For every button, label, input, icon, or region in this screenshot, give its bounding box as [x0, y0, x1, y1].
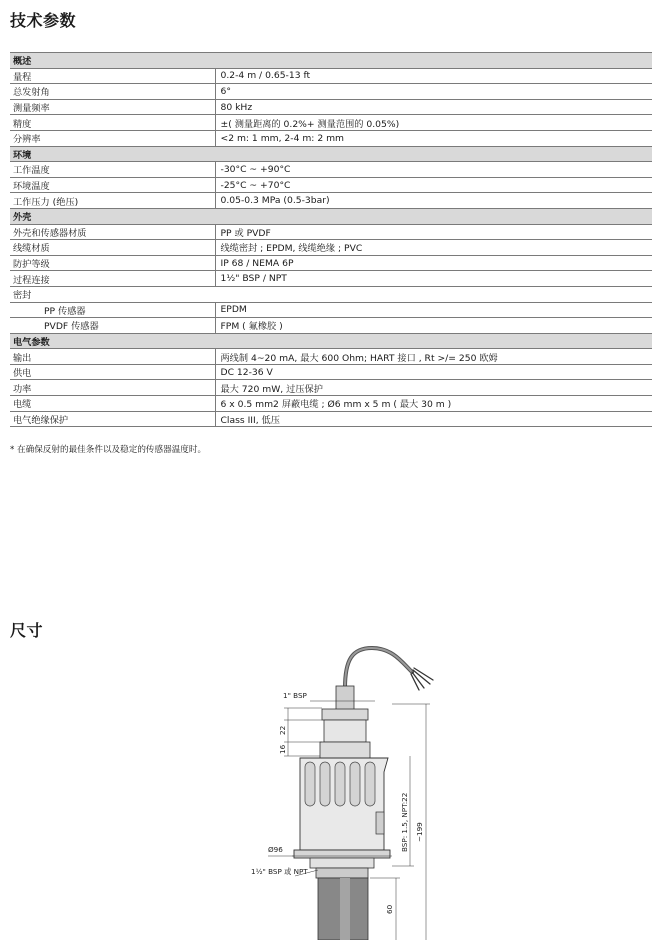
- spec-label: 环境温度: [10, 177, 215, 193]
- spec-row-group: [10, 286, 652, 302]
- spec-label: 总发射角: [10, 84, 215, 100]
- spec-row: [10, 302, 652, 318]
- spec-label: 防护等级: [10, 255, 215, 271]
- flange: [294, 850, 390, 858]
- spec-row: [10, 240, 652, 256]
- section-header: 环境: [10, 146, 652, 162]
- spec-value: 两线制 4~20 mA, 最大 600 Ohm; HART 接口 , Rt >/= 250 欧姆: [215, 349, 652, 365]
- spec-label: 电气绝缘保护: [10, 411, 215, 427]
- sensor-dimension-drawing: [240, 640, 440, 940]
- spec-row: [10, 318, 652, 334]
- spec-value: DC 12-36 V: [215, 364, 652, 380]
- dim-22-label: 22: [278, 725, 287, 735]
- spec-value: [215, 286, 652, 302]
- dim-60-label: 60: [385, 904, 394, 914]
- bottom-thread: [316, 868, 368, 878]
- spec-row: [10, 364, 652, 380]
- spec-label: 分辨率: [10, 130, 215, 146]
- spec-value: ±( 测量距离的 0.2%+ 测量范围的 0.05%): [215, 115, 652, 131]
- section-header: 概述: [10, 53, 652, 69]
- spec-row: [10, 130, 652, 146]
- spec-value: FPM ( 氟橡胶 ): [215, 318, 652, 334]
- spec-value: Class III, 低压: [215, 411, 652, 427]
- transducer-highlight: [340, 878, 350, 940]
- spec-label: 供电: [10, 364, 215, 380]
- spec-value: -25°C ~ +70°C: [215, 177, 652, 193]
- spec-label: 量程: [10, 68, 215, 84]
- section-header: 电气参数: [10, 333, 652, 349]
- dim-199-label: ~199: [415, 822, 424, 842]
- spec-label: 密封: [10, 286, 215, 302]
- side-clip: [376, 812, 384, 834]
- flange-lower: [310, 858, 374, 868]
- spec-row: [10, 349, 652, 365]
- spec-label: 电缆: [10, 396, 215, 412]
- spec-value: 0.2-4 m / 0.65-13 ft: [215, 68, 652, 84]
- spec-label: 工作压力 (绝压): [10, 193, 215, 209]
- spec-label: 工作温度: [10, 162, 215, 178]
- spec-label: 输出: [10, 349, 215, 365]
- spec-label: 测量频率: [10, 99, 215, 115]
- thread-top-label: 1" BSP: [283, 691, 307, 700]
- spec-value: <2 m: 1 mm, 2-4 m: 2 mm: [215, 130, 652, 146]
- spec-label: 功率: [10, 380, 215, 396]
- dim-16-label: 16: [278, 744, 287, 754]
- spec-row: [10, 255, 652, 271]
- spec-row: [10, 271, 652, 287]
- spec-value: -30°C ~ +90°C: [215, 162, 652, 178]
- neck: [324, 720, 366, 742]
- spec-row: [10, 99, 652, 115]
- spec-row: [10, 411, 652, 427]
- spec-row: [10, 68, 652, 84]
- thread-bottom-label: 1½" BSP 或 NPT: [251, 867, 308, 876]
- spec-value: 80 kHz: [215, 99, 652, 115]
- footnote: * 在确保反射的最佳条件以及稳定的传感器温度时。: [10, 445, 207, 455]
- spec-value: EPDM: [215, 302, 652, 318]
- spec-row: [10, 115, 652, 131]
- spec-label: 精度: [10, 115, 215, 131]
- section-title-dimensions: 尺寸: [10, 621, 44, 640]
- spec-label: PVDF 传感器: [10, 318, 215, 334]
- spec-value: 0.05-0.3 MPa (0.5-3bar): [215, 193, 652, 209]
- spec-label: 线缆材质: [10, 240, 215, 256]
- collar: [320, 742, 370, 758]
- spec-value: 最大 720 mW, 过压保护: [215, 380, 652, 396]
- cable: [345, 648, 433, 690]
- spec-value: PP 或 PVDF: [215, 224, 652, 240]
- spec-value: 6 x 0.5 mm2 屏蔽电缆 ; Ø6 mm x 5 m ( 最大 30 m ): [215, 396, 652, 412]
- spec-value: 线缆密封 ; EPDM, 线缆绝缘 ; PVC: [215, 240, 652, 256]
- diameter-96-label: Ø96: [268, 845, 283, 854]
- spec-row: [10, 177, 652, 193]
- spec-row: [10, 396, 652, 412]
- spec-row: [10, 380, 652, 396]
- section-title-technical: 技术参数: [10, 11, 77, 30]
- spec-row: [10, 224, 652, 240]
- bsp-npt-note: BSP: 1.5, NPT:22: [400, 792, 409, 852]
- spec-table: [10, 52, 652, 427]
- spec-row: [10, 84, 652, 100]
- top-thread: [322, 709, 368, 720]
- spec-row: [10, 162, 652, 178]
- spec-value: IP 68 / NEMA 6P: [215, 255, 652, 271]
- spec-label: PP 传感器: [10, 302, 215, 318]
- section-header: 外壳: [10, 208, 652, 224]
- cable-gland: [336, 686, 354, 710]
- spec-label: 过程连接: [10, 271, 215, 287]
- spec-value: 1½" BSP / NPT: [215, 271, 652, 287]
- spec-value: 6°: [215, 84, 652, 100]
- spec-label: 外壳和传感器材质: [10, 224, 215, 240]
- spec-row: [10, 193, 652, 209]
